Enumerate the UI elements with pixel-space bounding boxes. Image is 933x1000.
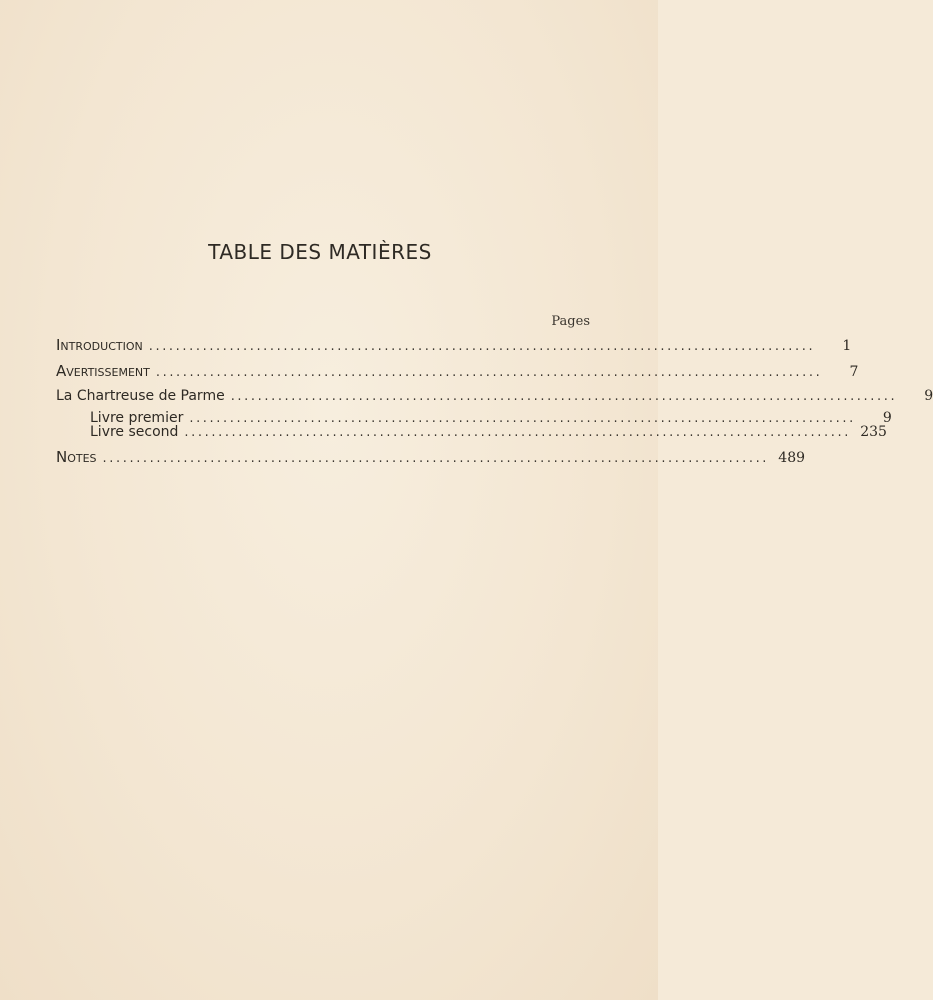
toc-entry-label: Notes xyxy=(56,448,97,466)
toc-entry-chartreuse xyxy=(56,388,933,404)
toc-entry-page: 9 xyxy=(924,388,933,404)
table-of-contents xyxy=(56,336,933,466)
page-title: TABLE DES MATIÈRES xyxy=(208,240,432,264)
toc-entry-avertissement xyxy=(56,362,859,380)
toc-entry-livre-second xyxy=(56,424,887,440)
toc-entry-label: Livre second xyxy=(90,424,179,440)
dot-leader: ................................................................................................... xyxy=(148,339,816,354)
toc-entry-label: Livre premier xyxy=(90,410,184,426)
pages-column-label: Pages xyxy=(551,314,590,329)
toc-entry-introduction xyxy=(56,336,852,354)
toc-entry-label: La Chartreuse de Parme xyxy=(56,388,225,404)
dot-leader: ................................................................................................... xyxy=(230,389,898,404)
toc-entry-page: 7 xyxy=(849,364,859,380)
dot-leader: ................................................................................................... xyxy=(189,411,856,426)
toc-entry-page: 1 xyxy=(842,338,852,354)
toc-entry-page: 489 xyxy=(778,450,806,466)
toc-entry-page: 9 xyxy=(882,410,892,426)
toc-entry-page: 235 xyxy=(860,424,887,440)
dot-leader: ................................................................................................... xyxy=(155,365,823,380)
toc-entry-label: Introduction xyxy=(56,336,143,354)
dot-leader: ................................................................................................... xyxy=(184,425,851,440)
toc-entry-label: Avertissement xyxy=(56,362,150,380)
toc-entry-notes xyxy=(56,448,806,466)
dot-leader: ................................................................................................... xyxy=(102,451,770,466)
